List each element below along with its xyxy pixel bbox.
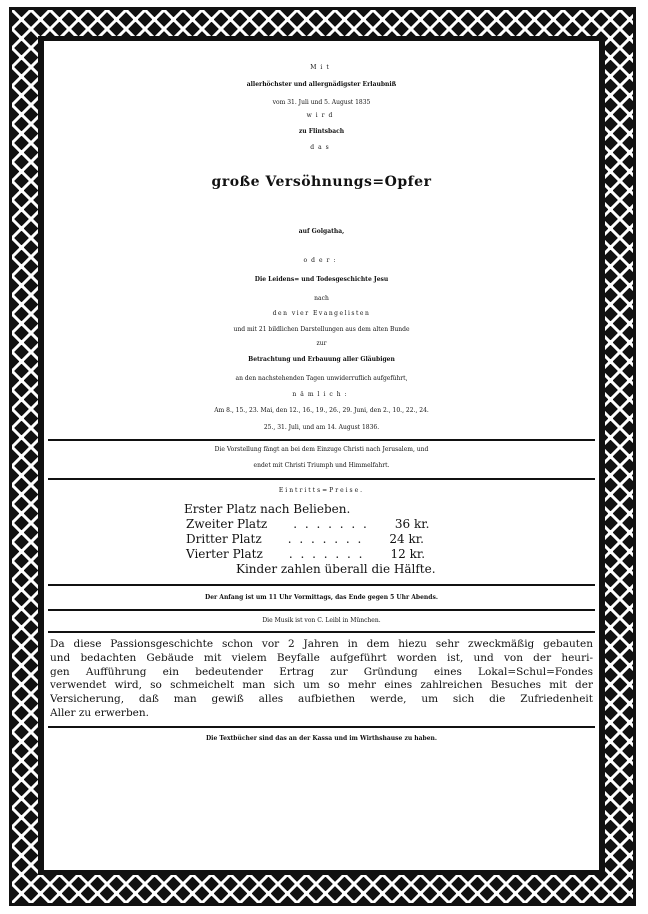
price-value: 36 kr. (394, 517, 430, 531)
notice-line: verwendet wird, so schmeichelt man sich um so mehr eines zahlreichen Besuches mit der (50, 679, 593, 692)
price-list (44, 502, 599, 584)
wird-text: wird (306, 112, 337, 119)
textbooks-note: Die Textbücher sind das an der Kassa und im Wirthshause zu haben. (205, 734, 438, 742)
price-value: 24 kr. (389, 532, 424, 546)
das-text: das (310, 144, 333, 151)
namlich-text: nämlich: (292, 391, 351, 398)
price-row (186, 532, 424, 546)
nach-text: nach (314, 295, 329, 302)
notice-line: gen Aufführung ein bedeutender Ertrag zur Gründung eines Lokal=Schul=Fondes (50, 665, 593, 678)
price-dots: . . . . . . . (288, 547, 365, 561)
place-name: zu Flintsbach (298, 128, 345, 135)
main-subtitle: auf Golgatha, (298, 228, 345, 235)
notice-line: Versicherung, daß man gewiß alles aufbiethen werde, um sich die Zufriedenheit (50, 693, 593, 706)
prices-title: Eintritts=Preise. (278, 487, 365, 494)
images-line: und mit 21 bildlichen Darstellungen aus dem alten Bunde (233, 326, 410, 333)
price-label: Vierter Platz (186, 547, 263, 561)
price-first: Erster Platz nach Belieben. (184, 502, 351, 516)
dates-line-2: 25., 31. Juli, und am 14. August 1836. (263, 424, 380, 431)
oder-text: oder: (303, 257, 340, 264)
notice-line: Aller zu erwerben. (50, 706, 149, 719)
divider-5 (48, 631, 595, 633)
times-line: Der Anfang ist um 11 Uhr Vormittags, das Ende gegen 5 Uhr Abends. (205, 594, 438, 601)
price-dots: . . . . . . . (287, 532, 364, 546)
mit-text: Mit (310, 64, 333, 71)
start-line-2: endet mit Christi Triumph und Himmelfahrt. (253, 462, 390, 469)
price-dots: . . . . . . . (293, 517, 369, 531)
main-title: große Versöhnungs=Opfer (211, 174, 432, 190)
price-label: Dritter Platz (186, 532, 262, 546)
notice-line: Da diese Passionsgeschichte schon vor 2 Jahren in dem hiezu sehr zweckmäßig gebauten (50, 638, 593, 650)
performed-line: an den nachstehenden Tagen unwiderruflich aufgeführt, (235, 375, 408, 382)
price-label: Zweiter Platz (186, 517, 268, 531)
notice-line: und bedachten Gebäude mit vielem Beyfalle aufgeführt worden ist, und von der heuri- (50, 651, 593, 664)
evangelists-text: den vier Evangelisten (272, 310, 371, 317)
notice-paragraph (44, 638, 599, 721)
price-row (186, 547, 425, 561)
price-row (186, 517, 429, 531)
dates-line-1: Am 8., 15., 23. Mai, den 12., 16., 19., 26., 29. Juni, den 2., 10., 22., 24. (214, 407, 429, 414)
contemplation-heading: Betrachtung und Erbauung aller Gläubigen (248, 356, 395, 363)
music-credit: Die Musik ist von C. Leibl in München. (262, 617, 381, 624)
children-note: Kinder zahlen überall die Hälfte. (236, 562, 436, 576)
start-line-1: Die Vorstellung fängt an bei dem Einzuge Christi nach Jerusalem, und (214, 446, 429, 453)
passion-subtitle: Die Leidens= und Todesgeschichte Jesu (254, 276, 389, 283)
permission-heading: allerhöchster und allergnädigster Erlaubniß (246, 81, 397, 88)
poster-content (44, 41, 599, 870)
price-value: 12 kr. (390, 547, 426, 561)
zur-text: zur (316, 340, 327, 347)
permission-dates: vom 31. Juli und 5. August 1835 (272, 99, 371, 106)
